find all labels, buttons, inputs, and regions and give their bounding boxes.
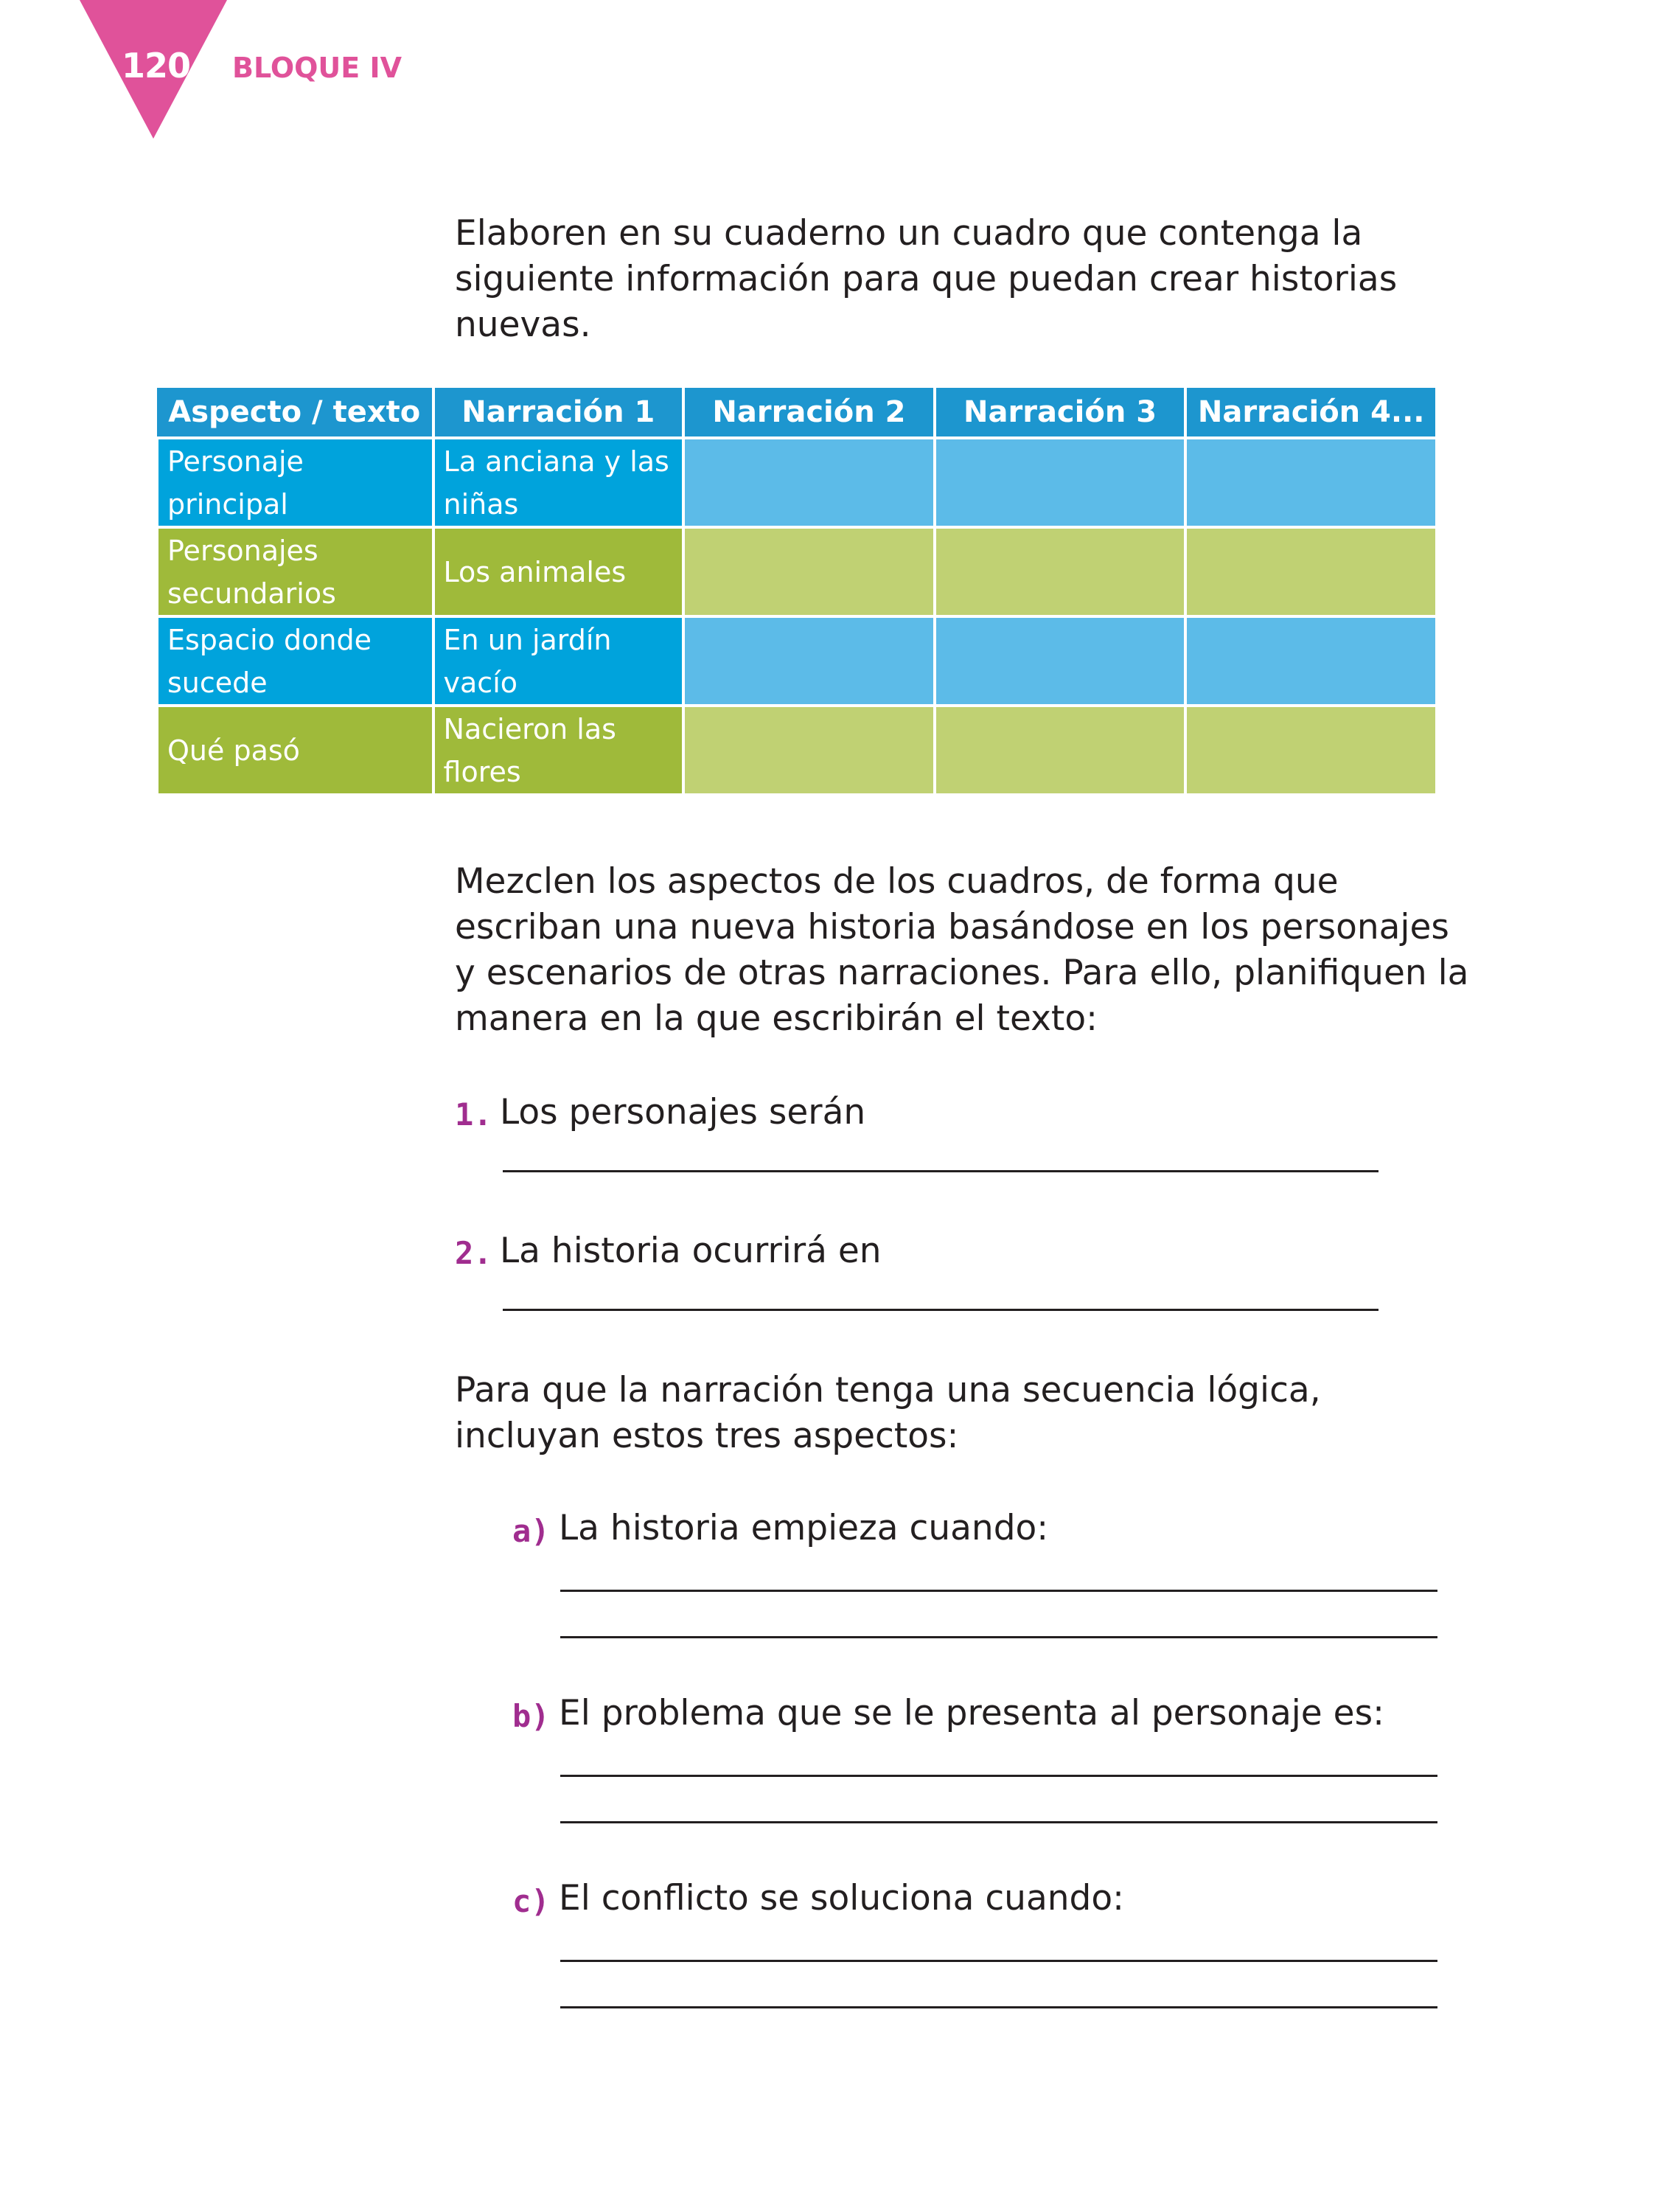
table-header-cell: Aspecto / texto — [157, 386, 433, 438]
empty-cell — [1185, 616, 1437, 706]
intro-paragraph: Elaboren en su cuaderno un cuadro que contenga la siguiente información para que puedan crear historias nuevas. — [455, 213, 1398, 345]
empty-cell — [935, 616, 1186, 706]
table-header-cell: Narración 4... — [1185, 386, 1437, 438]
narracion1-cell: Los animales — [433, 527, 684, 616]
item-text: El problema que se le presenta al personaje es: — [559, 1693, 1384, 1733]
empty-cell — [935, 706, 1186, 795]
table-header-cell: Narración 1 — [433, 386, 684, 438]
table-header-cell: Narración 3 — [935, 386, 1186, 438]
empty-cell — [1185, 527, 1437, 616]
answer-line[interactable] — [503, 1170, 1378, 1172]
aspect-cell: Personajes secundarios — [157, 527, 433, 616]
empty-cell — [935, 527, 1186, 616]
answer-line[interactable] — [560, 1590, 1437, 1592]
answer-line[interactable] — [560, 2006, 1437, 2008]
item-text: La historia empieza cuando: — [559, 1508, 1049, 1548]
aspect-cell: Qué pasó — [157, 706, 433, 795]
empty-cell — [1185, 706, 1437, 795]
instructions-paragraph: Mezclen los aspectos de los cuadros, de forma que escriban una nueva historia basándose en los personajes y escenarios de otras narraciones. Para ello, planifiquen la manera en la que escribirán el texto: — [455, 861, 1469, 1039]
table-header-row — [157, 386, 1437, 438]
item-text: Los personajes serán — [500, 1092, 866, 1133]
table-row — [157, 616, 1437, 706]
answer-line[interactable] — [560, 1636, 1437, 1638]
narrative-table — [156, 385, 1438, 796]
item-letter: c) — [512, 1883, 550, 1919]
item-number: 2. — [455, 1235, 492, 1271]
answer-line[interactable] — [503, 1309, 1378, 1311]
answer-line[interactable] — [560, 1821, 1437, 1823]
aspect-cell: Personaje principal — [157, 438, 433, 527]
empty-cell — [683, 527, 935, 616]
item-text: La historia ocurrirá en — [500, 1231, 882, 1271]
empty-cell — [683, 616, 935, 706]
narracion1-cell: En un jardín vacío — [433, 616, 684, 706]
narracion1-cell: La anciana y las niñas — [433, 438, 684, 527]
item-letter: b) — [512, 1698, 550, 1734]
empty-cell — [1185, 438, 1437, 527]
table-row — [157, 706, 1437, 795]
answer-line[interactable] — [560, 1775, 1437, 1777]
item-number: 1. — [455, 1096, 492, 1133]
page-number: 120 — [122, 46, 191, 86]
empty-cell — [683, 706, 935, 795]
empty-cell — [683, 438, 935, 527]
table-header-cell: Narración 2 — [683, 386, 935, 438]
narracion1-cell: Nacieron las flores — [433, 706, 684, 795]
aspect-cell: Espacio donde sucede — [157, 616, 433, 706]
item-letter: a) — [512, 1513, 550, 1549]
empty-cell — [935, 438, 1186, 527]
section-title: BLOQUE IV — [232, 52, 402, 84]
item-text: El conflicto se soluciona cuando: — [559, 1878, 1124, 1918]
sequence-intro: Para que la narración tenga una secuencia lógica, incluyan estos tres aspectos: — [455, 1370, 1321, 1456]
answer-line[interactable] — [560, 1960, 1437, 1962]
table-row — [157, 438, 1437, 527]
table-row — [157, 527, 1437, 616]
